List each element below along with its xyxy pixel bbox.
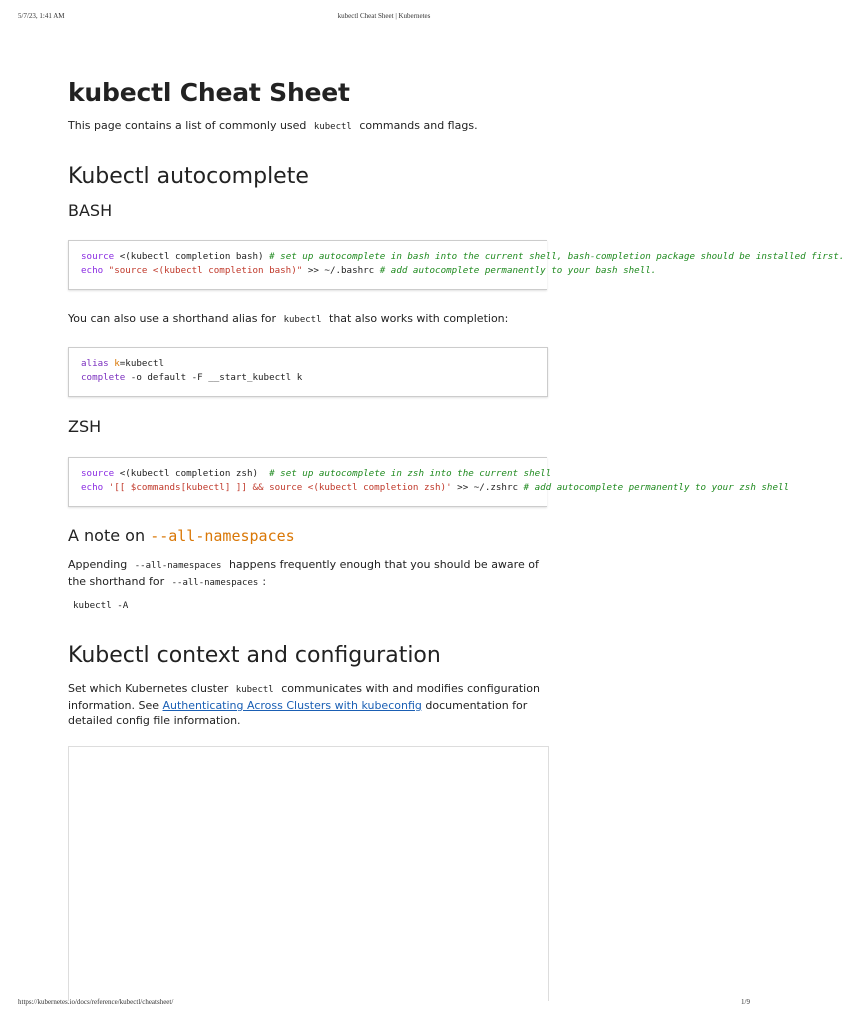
intro-paragraph: This page contains a list of commonly used kubectl commands and flags. bbox=[68, 119, 478, 132]
inline-code: kubectl bbox=[283, 315, 322, 325]
inline-code: --all-namespaces bbox=[171, 578, 259, 588]
inline-code: kubectl bbox=[235, 685, 274, 695]
zsh-heading: ZSH bbox=[68, 417, 102, 436]
print-page-number: 1/9 bbox=[741, 998, 750, 1006]
print-datetime: 5/7/23, 1:41 AM bbox=[18, 12, 65, 20]
alias-paragraph: You can also use a shorthand alias for kubectl that also works with completion: bbox=[68, 312, 509, 325]
context-code-block[interactable] bbox=[68, 746, 549, 1001]
inline-code: kubectl bbox=[313, 122, 352, 132]
page-title: kubectl Cheat Sheet bbox=[68, 78, 350, 107]
bash-heading: BASH bbox=[68, 201, 113, 220]
alias-code-block[interactable]: alias k=kubectl complete -o default -F __start_kubectl k bbox=[68, 347, 548, 397]
context-paragraph: Set which Kubernetes cluster kubectl communicates with and modifies configuration information. See Authenticating Across Clusters with kubeconfig documentation for detailed config file information. bbox=[68, 682, 540, 727]
kubeconfig-doc-link[interactable]: Authenticating Across Clusters with kubeconfig bbox=[162, 699, 422, 712]
note-heading-code: --all-namespaces bbox=[150, 527, 295, 545]
note-heading: A note on --all-namespaces bbox=[68, 526, 295, 545]
print-header bbox=[18, 12, 750, 24]
print-footer bbox=[18, 998, 750, 1010]
zsh-code-block[interactable]: source <(kubectl completion zsh) # set up autocomplete in zsh into the current shell echo '[[ $commands[kubectl] ]] && source <(kubectl completion zsh)' >> ~/.zshrc # add autocomplete permanently to your zsh shell bbox=[68, 457, 547, 507]
print-page-title: kubectl Cheat Sheet | Kubernetes bbox=[337, 12, 431, 20]
bash-code-block[interactable]: source <(kubectl completion bash) # set up autocomplete in bash into the current shell, bash-completion package should be installed first. echo "source <(kubectl completion bash)" >> ~/.bashrc # add autocomplete permanently to your bash shell. bbox=[68, 240, 547, 290]
print-url: https://kubernetes.io/docs/reference/kubectl/cheatsheet/ bbox=[18, 998, 174, 1006]
inline-code: --all-namespaces bbox=[134, 561, 222, 571]
note-paragraph: Appending --all-namespaces happens frequently enough that you should be aware of the shorthand for --all-namespaces : bbox=[68, 558, 539, 588]
autocomplete-heading: Kubectl autocomplete bbox=[68, 164, 309, 189]
context-heading: Kubectl context and configuration bbox=[68, 643, 441, 668]
shorthand-code[interactable]: kubectl -A bbox=[73, 600, 129, 611]
